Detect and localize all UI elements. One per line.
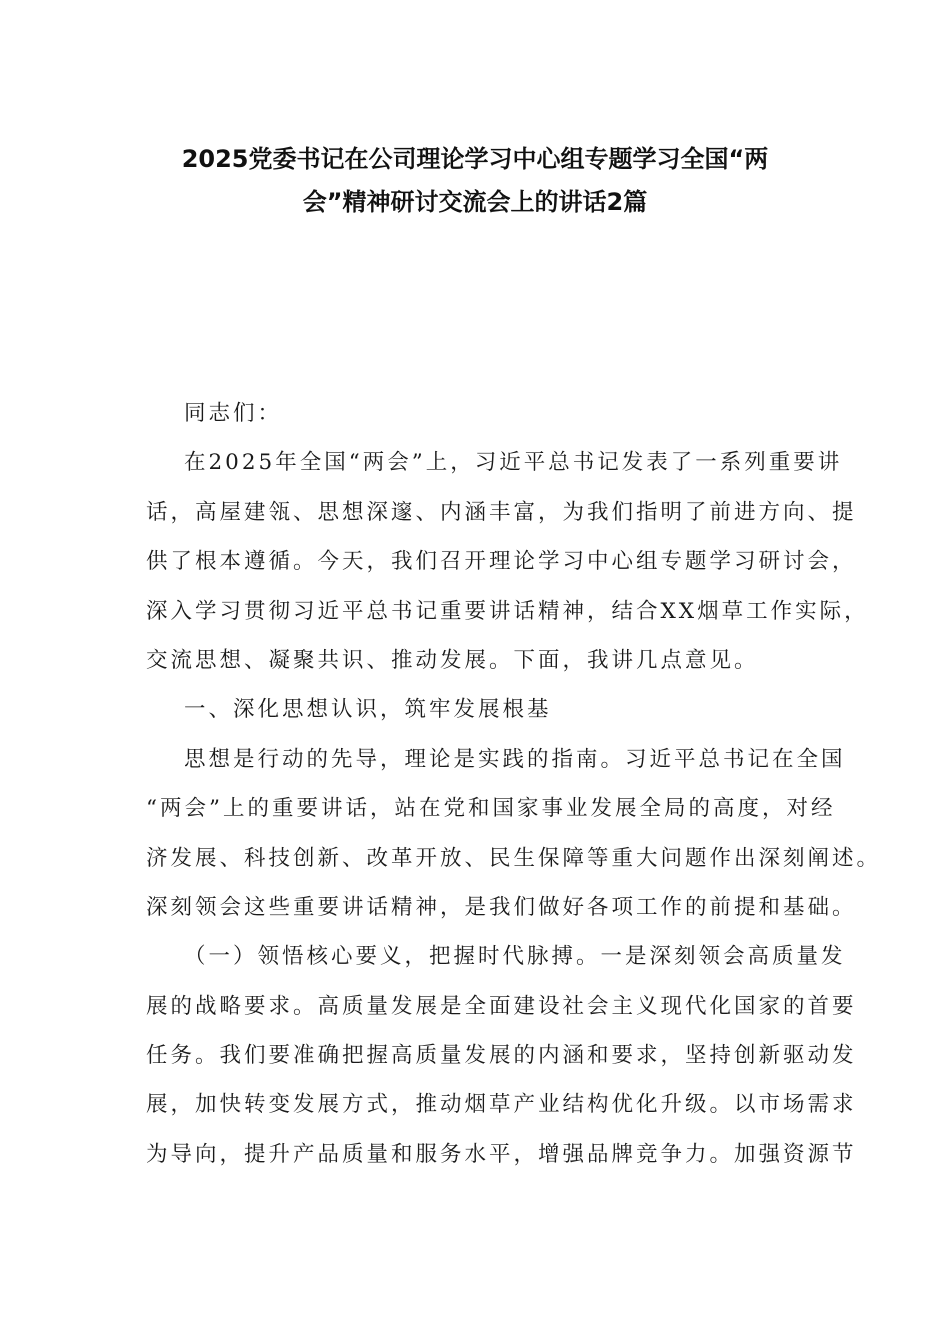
document-title [146, 138, 804, 224]
paragraph-line: 展的战略要求。高质量发展是全面建设社会主义现代化国家的首要 [146, 993, 857, 1019]
paragraph-line: 为导向，提升产品质量和服务水平，增强品牌竞争力。加强资源节 [146, 1141, 857, 1167]
section-heading: 一、深化思想认识，筑牢发展根基 [184, 697, 552, 723]
title-line-2: 会”精神研讨交流会上的讲话2篇 [302, 188, 648, 216]
paragraph-line: 任务。我们要准确把握高质量发展的内涵和要求，坚持创新驱动发 [146, 1043, 857, 1069]
paragraph-line: 供了根本遵循。今天，我们召开理论学习中心组专题学习研讨会， [146, 549, 857, 575]
paragraph-line: 交流思想、凝聚共识、推动发展。下面，我讲几点意见。 [146, 647, 759, 673]
paragraph-line: 深入学习贯彻习近平总书记重要讲话精神，结合XX烟草工作实际， [146, 598, 869, 624]
title-line-1: 2025党委书记在公司理论学习中心组专题学习全国“两 [181, 145, 769, 173]
document-body [146, 389, 882, 1179]
paragraph-line: （一）领悟核心要义，把握时代脉搏。一是深刻领会高质量发 [184, 944, 846, 970]
paragraph-line: 话，高屋建瓴、思想深邃、内涵丰富，为我们指明了前进方向、提 [146, 499, 857, 525]
paragraph-line: 在2025年全国“两会”上，习近平总书记发表了一系列重要讲 [184, 450, 843, 476]
paragraph-line: “两会”上的重要讲话，站在党和国家事业发展全局的高度，对经 [146, 796, 836, 822]
paragraph-line: 思想是行动的先导，理论是实践的指南。习近平总书记在全国 [184, 746, 846, 772]
salutation: 同志们： [184, 401, 283, 426]
paragraph-line: 展，加快转变发展方式，推动烟草产业结构优化升级。以市场需求 [146, 1092, 857, 1118]
paragraph-line: 济发展、科技创新、改革开放、民生保障等重大问题作出深刻阐述。 [146, 845, 882, 871]
paragraph-line: 深刻领会这些重要讲话精神，是我们做好各项工作的前提和基础。 [146, 894, 857, 920]
